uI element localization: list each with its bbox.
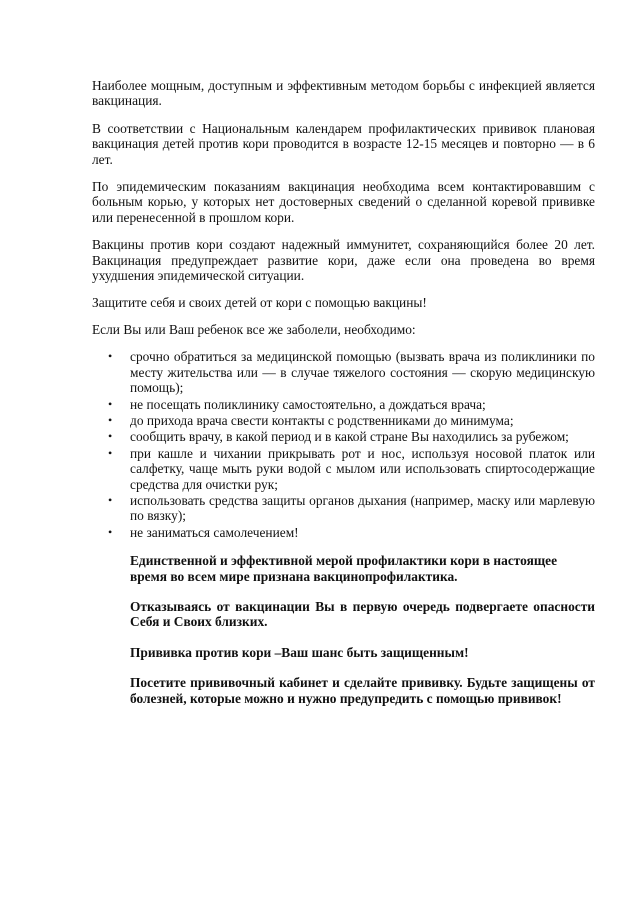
key-messages bbox=[130, 553, 595, 706]
bullet-icon: • bbox=[108, 396, 113, 411]
list-item-text: использовать средства защиты органов дыхания (например, маску или марлевую по вязку); bbox=[130, 492, 595, 524]
bold-statement-prevention: Единственной и эффективной мерой профилактики кори в настоящее время во всем мире признана вакцинопрофилактика. bbox=[130, 553, 558, 584]
bold-statement-refusal-risk: Отказываясь от вакцинации Вы в первую очередь подвергаете опасности Себя и Своих близких. bbox=[130, 598, 595, 630]
list-item-text: при кашле и чихании прикрывать рот и нос, используя носовой платок или салфетку, чаще мыть руки водой с мылом или использовать спиртосодержащие средства для очистки рук; bbox=[130, 445, 595, 492]
bold-statement-call-to-action: Посетите прививочный кабинет и сделайте прививку. Будьте защищены от болезней, которые можно и нужно предупредить с помощью прививок! bbox=[130, 675, 595, 706]
paragraph-national-calendar: В соответствии с Национальным календарем профилактических прививок плановая вакцинация детей против кори проводится в возрасте 12-15 месяцев и повторно — в 6 лет. bbox=[92, 120, 595, 167]
paragraph-protect-appeal: Защитите себя и своих детей от кори с помощью вакцины! bbox=[92, 295, 427, 311]
paragraph-epidemic-indications: По эпидемическим показаниям вакцинация необходима всем контактировавшим с больным корью, у которых нет достоверных сведений о сделанной коревой прививке или перенесенной в прошлом кори. bbox=[92, 179, 595, 225]
list-item-text: не посещать поликлинику самостоятельно, а дождаться врача; bbox=[130, 396, 486, 412]
instructions-list bbox=[92, 349, 595, 540]
list-item bbox=[92, 446, 595, 492]
bullet-icon: • bbox=[108, 429, 113, 444]
bullet-icon: • bbox=[108, 492, 113, 507]
list-item bbox=[92, 349, 595, 395]
list-item bbox=[92, 413, 595, 428]
list-item bbox=[92, 429, 595, 444]
list-item-text: до прихода врача свести контакты с родственниками до минимума; bbox=[130, 412, 514, 428]
document-page bbox=[92, 78, 595, 721]
list-item-text: не заниматься самолечением! bbox=[130, 524, 299, 540]
list-item bbox=[92, 397, 595, 412]
list-item-text: срочно обратиться за медицинской помощью (вызвать врача из поликлиники по месту жительства или — в случае тяжелого состояния — скорую медицинскую помощь); bbox=[130, 349, 595, 396]
paragraph-immunity: Вакцины против кори создают надежный иммунитет, сохраняющийся более 20 лет. Вакцинация предупреждает развитие кори, даже если она проведена во время ухудшения эпидемической ситуации. bbox=[92, 237, 595, 284]
bullet-icon: • bbox=[108, 412, 113, 427]
bullet-icon: • bbox=[108, 524, 113, 539]
list-item bbox=[92, 525, 595, 540]
list-item-text: сообщить врачу, в какой период и в какой стране Вы находились за рубежом; bbox=[130, 429, 569, 445]
bold-statement-chance: Прививка против кори –Ваш шанс быть защищенным! bbox=[130, 644, 469, 660]
bullet-icon: • bbox=[108, 349, 113, 364]
paragraph-vaccination-method: Наиболее мощным, доступным и эффективным методом борьбы с инфекцией является вакцинация. bbox=[92, 78, 595, 109]
list-item bbox=[92, 493, 595, 524]
bullet-icon: • bbox=[108, 445, 113, 460]
paragraph-if-ill: Если Вы или Ваш ребенок все же заболели, необходимо: bbox=[92, 321, 416, 337]
